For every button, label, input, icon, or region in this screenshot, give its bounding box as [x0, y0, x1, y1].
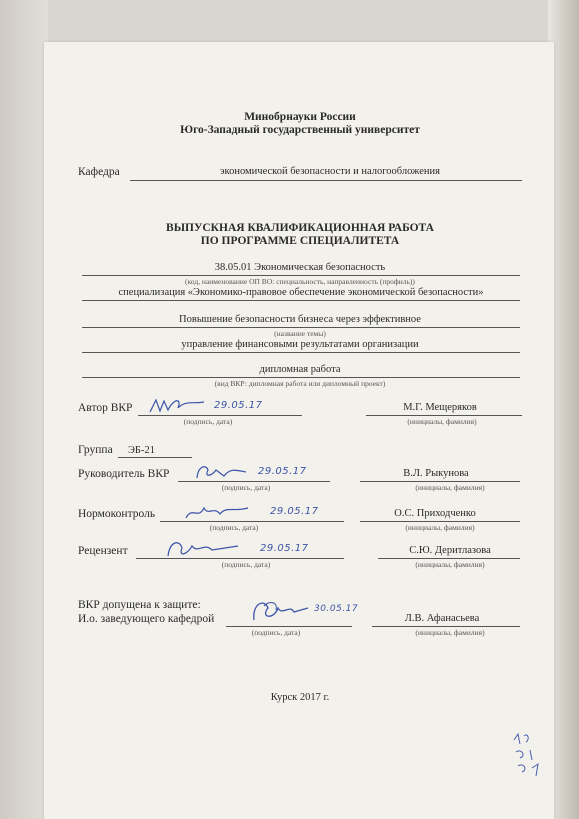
group-label: Группа	[78, 444, 113, 456]
topic-line2: управление финансовыми результатами организации	[181, 339, 419, 350]
scan-edge-left	[0, 0, 48, 819]
author-label: Автор ВКР	[78, 402, 133, 414]
topic-line1: Повышение безопасности бизнеса через эффективное	[179, 314, 421, 325]
specialization-underline	[82, 300, 520, 301]
department-underline	[130, 180, 522, 181]
supervisor-name: В.Л. Рыкунова	[403, 468, 469, 479]
supervisor-name-caption: (инициалы, фамилия)	[415, 483, 485, 492]
work-title-line1: ВЫПУСКНАЯ КВАЛИФИКАЦИОННАЯ РАБОТА	[166, 222, 434, 234]
reviewer-signature-icon	[164, 536, 240, 562]
topic-underline-1	[82, 327, 520, 328]
specialization: специализация «Экономико-правовое обеспечение экономической безопасности»	[118, 287, 484, 298]
ministry-heading: Минобрнауки России	[244, 111, 356, 123]
city-year: Курск 2017 г.	[270, 692, 330, 703]
author-name-caption: (инициалы, фамилия)	[407, 417, 477, 426]
normcontrol-sign-date: 29.05.17	[270, 506, 319, 517]
admission-name: Л.В. Афанасьева	[404, 613, 480, 624]
supervisor-label: Руководитель ВКР	[78, 468, 170, 480]
normcontrol-name-caption: (инициалы, фамилия)	[405, 523, 475, 532]
author-name-line	[366, 415, 522, 416]
work-type-underline	[82, 377, 520, 378]
normcontrol-name: О.С. Приходченко	[394, 508, 476, 519]
department-value: экономической безопасности и налогообложения	[220, 166, 440, 177]
author-sign-caption: (подпись, дата)	[183, 417, 233, 426]
admission-name-line	[372, 626, 520, 627]
normcontrol-sign-caption: (подпись, дата)	[209, 523, 259, 532]
topic-caption: (название темы)	[274, 329, 326, 338]
supervisor-signature-icon	[194, 460, 250, 482]
admission-sign-line	[226, 626, 352, 627]
normcontrol-label: Нормоконтроль	[78, 508, 156, 520]
admission-signature-icon	[250, 596, 310, 626]
supervisor-name-line	[360, 481, 520, 482]
author-signature-icon	[148, 396, 208, 416]
corner-handwritten-mark-icon	[508, 730, 548, 780]
reviewer-name-line	[378, 558, 520, 559]
department-label: Кафедра	[78, 166, 120, 178]
reviewer-label: Рецензент	[78, 545, 128, 557]
author-sign-date: 29.05.17	[214, 400, 263, 411]
admission-sign-date: 30.05.17	[314, 604, 359, 614]
work-type-value: дипломная работа	[259, 364, 341, 375]
reviewer-name: С.Ю. Деритлазова	[409, 545, 491, 556]
topic-underline-2	[82, 352, 520, 353]
admission-line1: ВКР допущена к защите:	[78, 599, 201, 611]
group-underline	[118, 457, 192, 458]
supervisor-sign-date: 29.05.17	[258, 466, 307, 477]
reviewer-sign-caption: (подпись, дата)	[221, 560, 271, 569]
specialty-underline	[82, 275, 520, 276]
admission-sign-caption: (подпись, дата)	[251, 628, 301, 637]
work-type-caption: (вид ВКР: дипломная работа или дипломный проект)	[214, 379, 386, 388]
university-heading: Юго-Западный государственный университет	[180, 124, 420, 136]
specialty-caption: (код, наименование ОП ВО: специальность, направленность (профиль))	[185, 277, 415, 286]
normcontrol-name-line	[360, 521, 520, 522]
admission-name-caption: (инициалы, фамилия)	[415, 628, 485, 637]
normcontrol-signature-icon	[184, 500, 250, 524]
work-title-line2: ПО ПРОГРАММЕ СПЕЦИАЛИТЕТА	[200, 235, 400, 247]
reviewer-name-caption: (инициалы, фамилия)	[415, 560, 485, 569]
admission-label: И.о. заведующего кафедрой	[78, 613, 215, 625]
supervisor-sign-caption: (подпись, дата)	[221, 483, 271, 492]
reviewer-sign-date: 29.05.17	[260, 543, 309, 554]
group-value: ЭБ-21	[128, 445, 155, 456]
specialty-value: 38.05.01 Экономическая безопасность	[214, 262, 386, 273]
author-name: М.Г. Мещеряков	[403, 402, 477, 413]
